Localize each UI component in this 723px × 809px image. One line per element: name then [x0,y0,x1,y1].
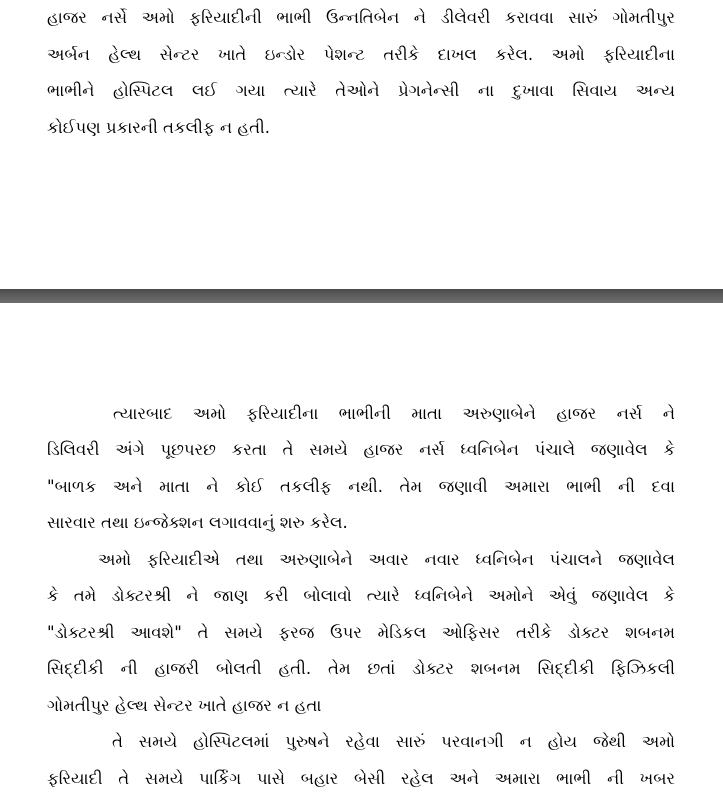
text-line: ત્યારબાદ અમો ફરિયાદીના ભાભીની માતા અરુણાબેને હાજર નર્સ ને [113,404,675,423]
text-line: સારવાર તથા ઇન્જેક્શન લગાવવાનું શરુ કરેલ. [47,513,348,532]
text-line: હાજર નર્સે અમો ફરિયાદીની ભાભી ઉન્નતિબેન ને ડીલેવરી કરાવવા સારું ગોમતીપુર [47,8,675,27]
document-page-bottom [0,303,723,809]
text-line: ફરિયાદી તે સમયે પાર્કિંગ પાસે બહાર બેસી રહેલ અને અમારા ભાભી ની ખબર [47,769,675,788]
document-page-top [0,0,723,289]
text-line: ગોમતીપુર હેલ્થ સેન્ટર ખાતે હાજર ન હતા [47,696,322,715]
text-line: અમો ફરિયાદીએ તથા અરુણાબેને અવાર નવાર ધ્વનિબેન પંચાલને જણાવેલ [98,550,675,569]
text-line: અર્બન હેલ્થ સેન્ટર ખાતે ઇન્ડોર પેશન્ટ તરીકે દાખલ કરેલ. અમો ફરિયાદીના [47,45,675,64]
page-break-divider [0,289,723,303]
text-line: ડિલિવરી અંગે પૂછપરછ કરતા તે સમયે હાજર નર્સ ધ્વનિબેન પંચાલે જણાવેલ કે [47,440,675,459]
text-line: તે સમયે હોસ્પિટલમાં પુરુષને રહેવા સારું પરવાનગી ન હોય જેથી અમો [112,732,675,751]
text-line: "ડોક્ટરશ્રી આવશે" તે સમયે ફરજ ઉપર મેડિકલ ઓફિસર તરીકે ડોક્ટર શબનમ [47,623,675,642]
text-line: સિદ્દીકી ની હાજરી બોલતી હતી. તેમ છતાં ડોક્ટર શબનમ સિદ્દીકી ફિઝિકલી [47,659,675,678]
text-line: કોઈપણ પ્રકારની તકલીફ ન હતી. [47,118,271,137]
text-line: ભાભીને હોસ્પિટલ લઈ ગયા ત્યારે તેઓને પ્રેગનેન્સી ના દુખાવા સિવાય અન્ય [47,81,675,100]
text-line: "બાળક અને માતા ને કોઈ તકલીફ નથી. તેમ જણાવી અમારા ભાભી ની દવા [47,477,675,496]
text-line: કે તમે ડોક્ટરશ્રી ને જાણ કરી બોલાવો ત્યારે ધ્વનિબેને અમોને એવું જણાવેલ કે [47,586,675,605]
